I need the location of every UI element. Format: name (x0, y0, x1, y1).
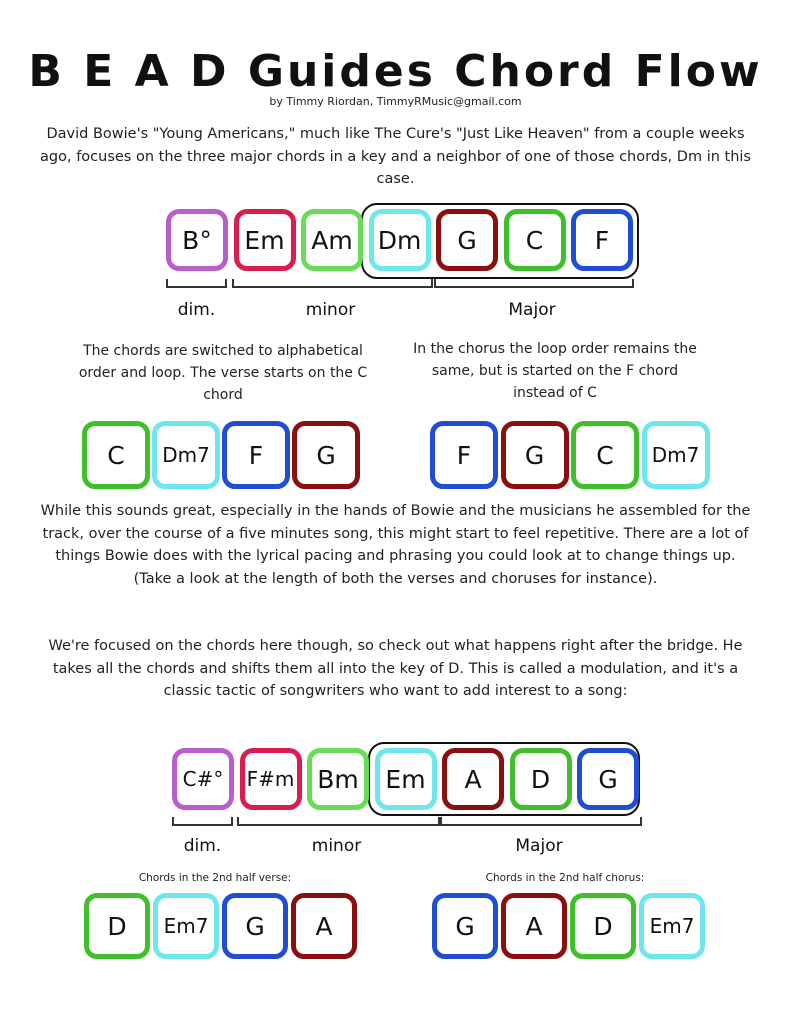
major-label: Major (508, 300, 556, 320)
chord-label: G (455, 911, 475, 941)
major-label-d: Major (515, 836, 563, 856)
chord-label: C (596, 440, 614, 470)
page-title: B E A D Guides Chord Flow (28, 46, 763, 97)
chord-box-am (301, 209, 363, 271)
chord-label: Am (311, 225, 353, 255)
chord-box-f (571, 209, 633, 271)
chord-box-f (430, 421, 498, 489)
chord-box-f-sharpm (240, 748, 302, 810)
chord-label: Dm7 (162, 443, 210, 467)
chord-box-c (504, 209, 566, 271)
chord-label: D (593, 911, 613, 941)
chord-box-c (571, 421, 639, 489)
chord-box-bm (307, 748, 369, 810)
chord-box-dm (369, 209, 431, 271)
chord-label: F (594, 225, 610, 255)
chord-box-c (82, 421, 150, 489)
chord-label: Bm (317, 764, 359, 794)
major-bracket-d (440, 817, 642, 826)
chord-box-d (570, 893, 636, 959)
chord-box-em7 (153, 893, 219, 959)
repetition-paragraph: While this sounds great, especially in the hands of Bowie and the musicians he assembled for the track, over the course of a five minutes song, this might start to feel repetitive. There are a lot of things Bowie does with the lyrical pacing and phrasing you could look at to change things up. (Take a look at the length of both the verses and choruses for instance). (40, 503, 751, 587)
chord-label: A (315, 911, 333, 941)
chord-label: Em7 (649, 914, 695, 938)
chord-label: C#° (182, 767, 224, 791)
minor-bracket (232, 279, 433, 288)
author-byline: by Timmy Riordan, TimmyRMusic@gmail.com (269, 95, 522, 108)
intro-paragraph: David Bowie's "Young Americans," much like The Cure's "Just Like Heaven" from a couple weeks ago, focuses on the three major chords in a key and a neighbor of one of those chords, Dm in this case. (40, 126, 751, 187)
chord-label: A (525, 911, 543, 941)
chorus2-note: Chords in the 2nd half chorus: (485, 872, 645, 884)
chord-box-a (501, 893, 567, 959)
chord-label: Em (385, 764, 426, 794)
dim-bracket-d (172, 817, 233, 826)
chord-label: Em (244, 225, 285, 255)
chord-label: D (107, 911, 127, 941)
chord-label: G (245, 911, 265, 941)
chord-box-g (292, 421, 360, 489)
chord-box-a (442, 748, 504, 810)
chord-box-em7 (639, 893, 705, 959)
chord-box-g (501, 421, 569, 489)
minor-label: minor (305, 300, 356, 320)
chord-label: C (525, 225, 544, 255)
dim-bracket (166, 279, 227, 288)
verse2-note: Chords in the 2nd half verse: (138, 872, 292, 884)
chord-box-b-dim (166, 209, 228, 271)
chord-label: F (456, 440, 472, 470)
chord-label: G (524, 440, 545, 470)
verse-note: The chords are switched to alphabetical order and loop. The verse starts on the C chord (78, 343, 368, 403)
chord-box-a (291, 893, 357, 959)
chord-label: B° (182, 225, 212, 255)
chord-label: D (530, 764, 551, 794)
chord-box-g (577, 748, 639, 810)
chord-label: Em7 (163, 914, 209, 938)
chord-label: G (457, 225, 477, 255)
minor-label-d: minor (311, 836, 362, 856)
dim-label-d: dim. (183, 836, 222, 856)
chord-box-c-sharp-dim (172, 748, 234, 810)
chord-label: F#m (246, 767, 295, 791)
chord-box-g (436, 209, 498, 271)
chord-label: C (107, 440, 125, 470)
chord-label: Dm (377, 225, 422, 255)
chord-label: Dm7 (651, 443, 700, 467)
chord-label: G (598, 764, 618, 794)
chord-box-dm7 (152, 421, 220, 489)
chord-label: A (464, 764, 482, 794)
chord-box-d (510, 748, 572, 810)
chord-box-d (84, 893, 150, 959)
chord-box-dm7 (642, 421, 710, 489)
chorus-note: In the chorus the loop order remains the same, but is started on the F chord instead of C (413, 341, 697, 401)
dim-label: dim. (177, 300, 216, 320)
chord-box-g (222, 893, 288, 959)
modulation-paragraph: We're focused on the chords here though, so check out what happens right after the bridge. He takes all the chords and shifts them all into the key of D. This is called a modulation, and it's a classic tactic of songwriters who want to add interest to a song: (48, 638, 743, 699)
chord-box-em (375, 748, 437, 810)
chord-box-em (234, 209, 296, 271)
major-bracket (434, 279, 634, 288)
chord-box-f (222, 421, 290, 489)
minor-bracket-d (237, 817, 440, 826)
chord-label: G (316, 440, 336, 470)
chord-label: F (248, 440, 264, 470)
chord-box-g (432, 893, 498, 959)
